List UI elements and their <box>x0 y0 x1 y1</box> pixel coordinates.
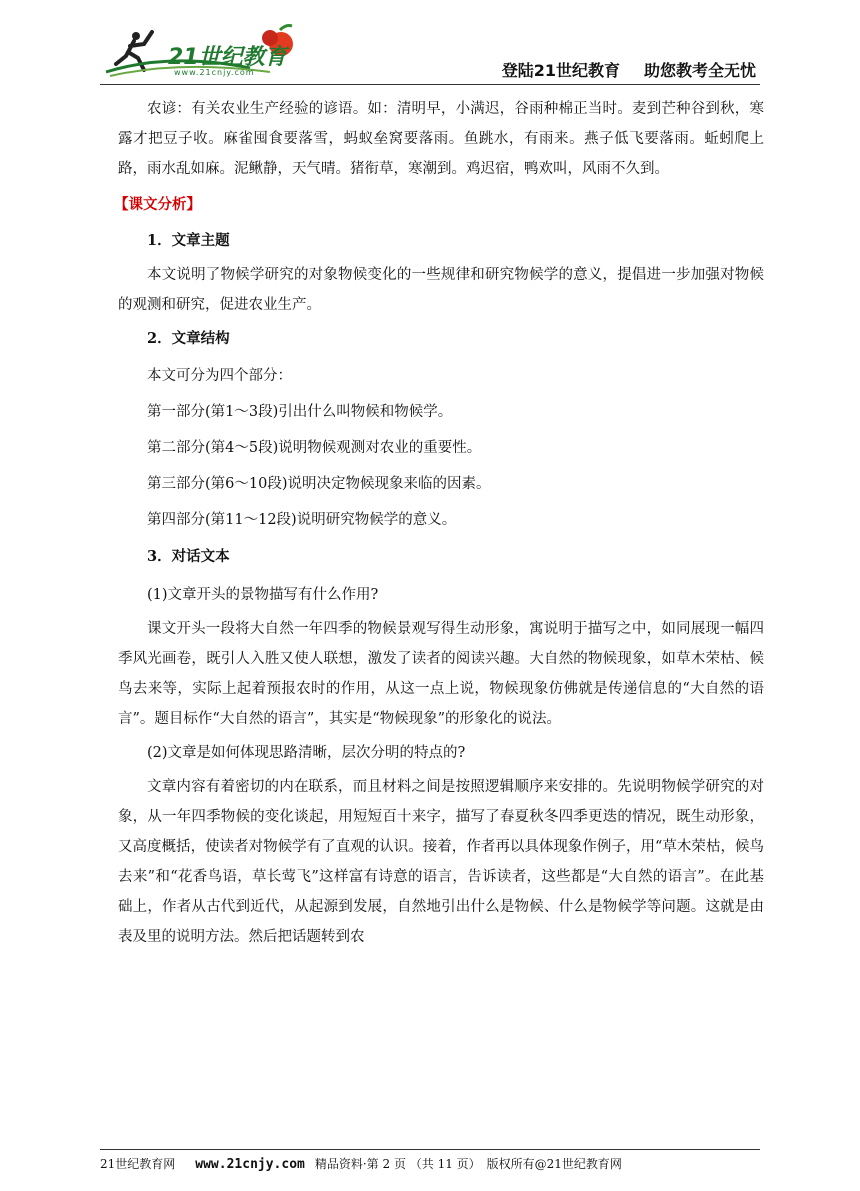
intro-paragraph: 农谚：有关农业生产经验的谚语。如：清明早，小满迟，谷雨种棉正当时。麦到芒种谷到秋，寒露才把豆子收。麻雀囤食要落雪，蚂蚁垒窝要落雨。鱼跳水，有雨来。燕子低飞要落雨。蚯蚓爬上路，雨水乱如麻。泥鳅静，天气晴。猪衔草，寒潮到。鸡迟宿，鸭欢叫，风雨不久到。 <box>118 101 764 177</box>
structure-part-4: 第四部分(第11～12段)说明研究物候学的意义。 <box>147 512 457 528</box>
structure-part-1: 第一部分(第1～3段)引出什么叫物候和物候学。 <box>147 404 453 420</box>
dialogue-heading: 3．对话文本 <box>147 548 230 565</box>
slogan-right: 助您教考全无忧 <box>643 61 756 80</box>
question-1: (1)文章开头的景物描写有什么作用? <box>147 587 379 603</box>
page-header <box>100 22 760 84</box>
logo-url: www.21cnjy.com <box>174 68 255 77</box>
section-title: 【课文分析】 <box>114 196 201 213</box>
header-divider <box>100 84 760 85</box>
document-body <box>114 94 764 952</box>
structure-intro: 本文可分为四个部分： <box>147 368 292 384</box>
page-footer <box>100 1155 760 1172</box>
header-slogan <box>502 58 756 81</box>
slogan-left: 登陆21世纪教育 <box>501 61 620 80</box>
structure-part-3: 第三部分(第6～10段)说明决定物候现象来临的因素。 <box>147 476 491 492</box>
structure-part-2: 第二部分(第4～5段)说明物候观测对农业的重要性。 <box>147 440 482 456</box>
answer-2: 文章内容有着密切的内在联系，而且材料之间是按照逻辑顺序来安排的。先说明物候学研究的对象，从一年四季物候的变化谈起，用短短百十来字，描写了春夏秋冬四季更迭的情况，既生动形象，又高度概括，使读者对物候学有了直观的认识。接着，作者再以具体现象作例子，用“草木荣枯，候鸟去来”和“花香鸟语，草长莺飞”这样富有诗意的语言，告诉读者，这些都是“大自然的语言”。在此基础上，作者从古代到近代，从起源到发展，自然地引出什么是物候、什么是物候学等问题。这就是由表及里的说明方法。然后把话题转到农 <box>118 779 764 945</box>
footer-url-link[interactable]: www.21cnjy.com <box>195 1157 305 1172</box>
structure-heading: 2．文章结构 <box>147 330 230 347</box>
footer-divider <box>100 1149 760 1150</box>
logo[interactable] <box>100 22 300 82</box>
answer-1: 课文开头一段将大自然一年四季的物候景观写得生动形象，寓说明于描写之中，如同展现一幅四季风光画卷，既引人入胜又使人联想，激发了读者的阅读兴趣。大自然的物候现象，如草木荣枯、候鸟去来等，实际上起着预报农时的作用，从这一点上说，物候现象仿佛就是传递信息的“大自然的语言”。题目标作“大自然的语言”，其实是“物候现象”的形象化的说法。 <box>118 621 764 727</box>
question-2: (2)文章是如何体现思路清晰，层次分明的特点的? <box>147 745 466 761</box>
theme-paragraph: 本文说明了物候学研究的对象物候变化的一些规律和研究物候学的意义，提倡进一步加强对物候的观测和研究，促进农业生产。 <box>118 267 764 313</box>
footer-copyright: 版权所有@21世纪教育网 <box>486 1157 622 1171</box>
footer-page-info: 精品资料·第 2 页 （共 11 页） <box>314 1157 481 1171</box>
theme-heading: 1．文章主题 <box>147 232 230 249</box>
logo-text: 21世纪教育 <box>168 45 287 70</box>
footer-site: 21世纪教育网 <box>100 1157 176 1171</box>
